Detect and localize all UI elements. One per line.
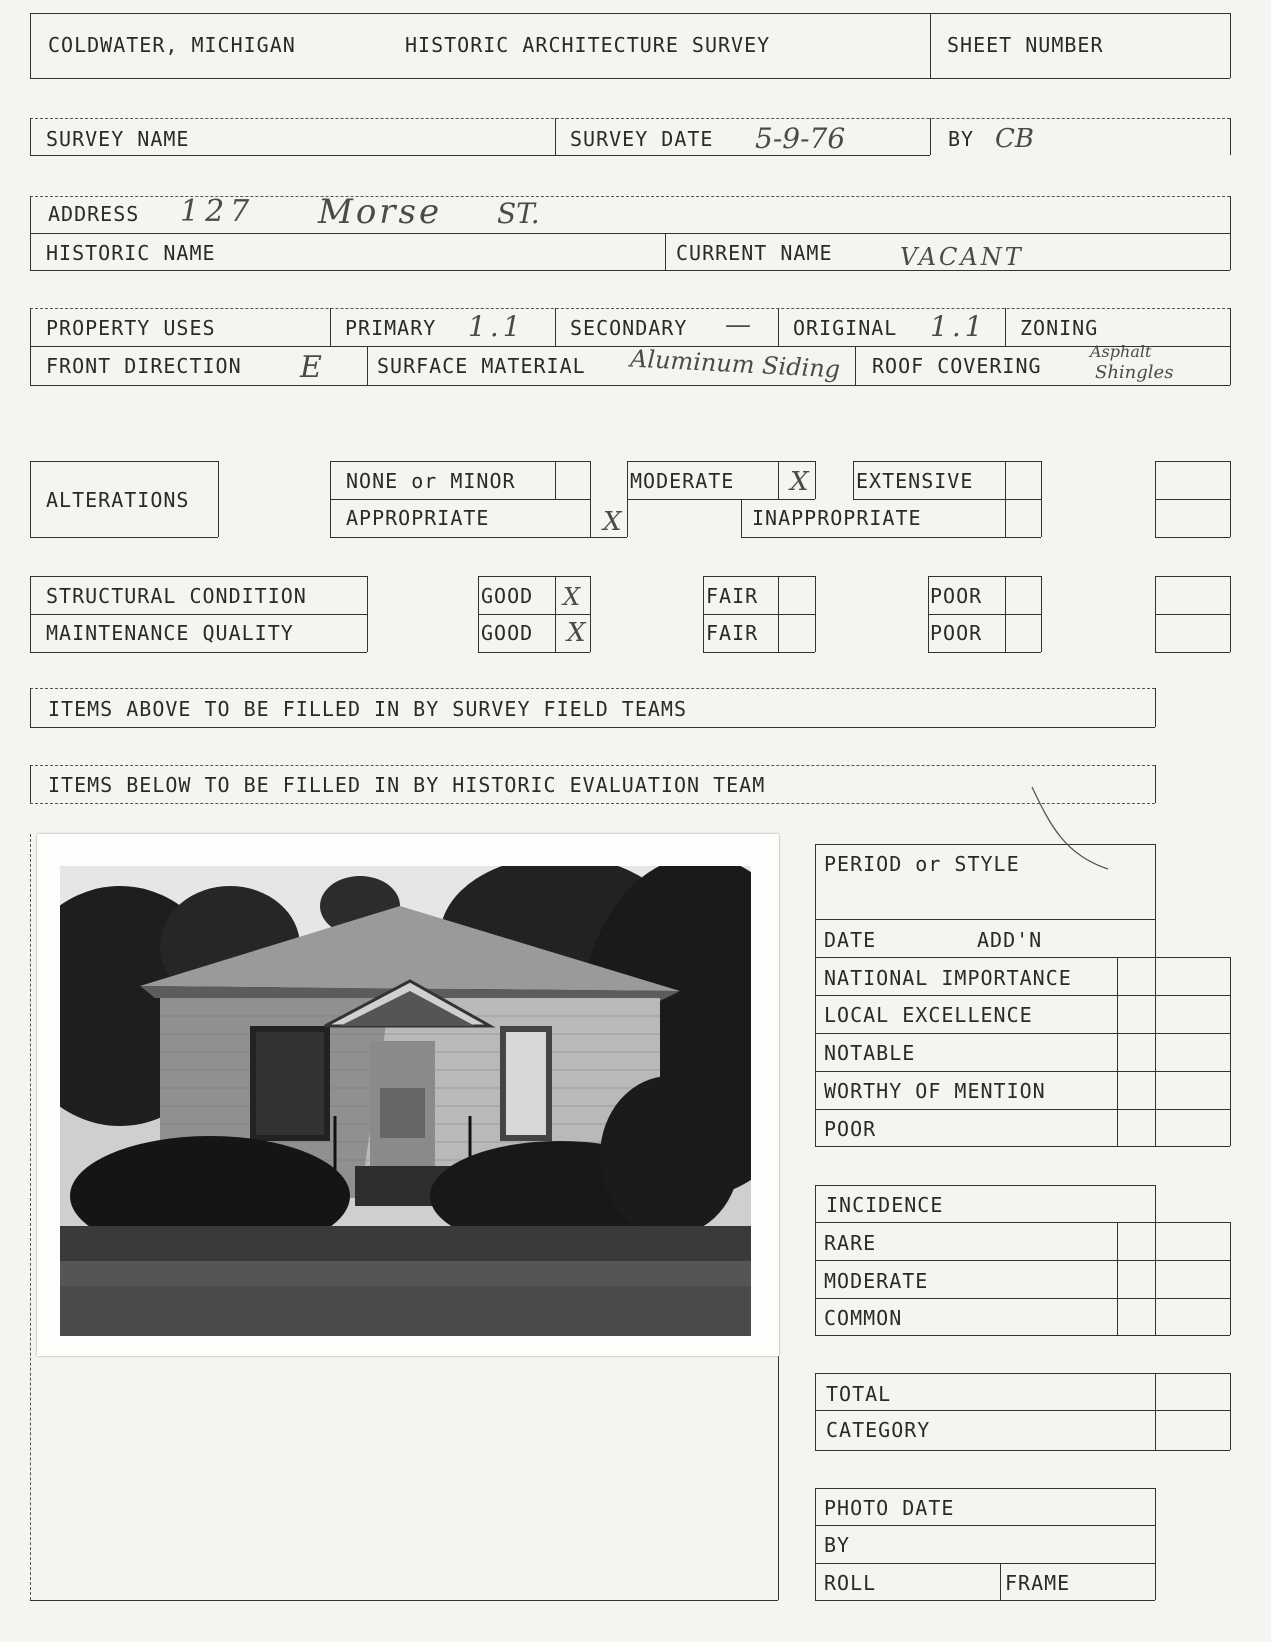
primary-label: PRIMARY: [345, 316, 437, 340]
roof-covering-label: ROOF COVERING: [872, 354, 1042, 378]
structural-good: GOOD: [481, 584, 534, 608]
maintenance-poor: POOR: [930, 621, 983, 645]
incidence-moderate-label: MODERATE: [824, 1269, 929, 1293]
address-street: Morse: [318, 192, 443, 232]
structural-condition-label: STRUCTURAL CONDITION: [46, 584, 307, 608]
alt-moderate: MODERATE: [630, 469, 735, 493]
property-uses-label: PROPERTY USES: [46, 316, 216, 340]
evaluation-poor-label: POOR: [824, 1117, 877, 1141]
note-above: ITEMS ABOVE TO BE FILLED IN BY SURVEY FIELD TEAMS: [48, 697, 688, 721]
front-direction-label: FRONT DIRECTION: [46, 354, 242, 378]
date-label: DATE: [824, 928, 877, 952]
form-title: HISTORIC ARCHITECTURE SURVEY: [405, 33, 771, 57]
structural-fair: FAIR: [706, 584, 759, 608]
city-label: COLDWATER, MICHIGAN: [48, 33, 296, 57]
common-label: COMMON: [824, 1306, 903, 1330]
national-importance-label: NATIONAL IMPORTANCE: [824, 966, 1072, 990]
maintenance-quality-label: MAINTENANCE QUALITY: [46, 621, 294, 645]
structural-good-mark: X: [563, 583, 581, 611]
original-value: 1.1: [930, 310, 987, 343]
frame-label: FRAME: [1005, 1571, 1071, 1595]
survey-name-label: SURVEY NAME: [46, 127, 190, 151]
roof-covering-line1: Asphalt: [1090, 342, 1152, 361]
house-photograph: [60, 866, 751, 1336]
incidence-label: INCIDENCE: [826, 1193, 944, 1217]
zoning-label: ZONING: [1020, 316, 1099, 340]
maintenance-good: GOOD: [481, 621, 534, 645]
period-style-label: PERIOD or STYLE: [824, 852, 1020, 876]
surface-material-label: SURFACE MATERIAL: [377, 354, 586, 378]
roof-covering-line2: Shingles: [1095, 362, 1174, 383]
rare-label: RARE: [824, 1231, 877, 1255]
secondary-label: SECONDARY: [570, 316, 688, 340]
notable-label: NOTABLE: [824, 1041, 916, 1065]
photo-date-label: PHOTO DATE: [824, 1496, 955, 1520]
category-label: CATEGORY: [826, 1418, 931, 1442]
survey-date-label: SURVEY DATE: [570, 127, 714, 151]
roll-label: ROLL: [824, 1571, 877, 1595]
structural-poor: POOR: [930, 584, 983, 608]
maintenance-fair: FAIR: [706, 621, 759, 645]
address-suffix: ST.: [497, 197, 540, 230]
survey-date-value: 5-9-76: [755, 122, 846, 155]
sheet-number-label: SHEET NUMBER: [947, 33, 1104, 57]
alt-appropriate: APPROPRIATE: [346, 506, 490, 530]
alt-moderate-mark: X: [790, 467, 809, 497]
worthy-of-mention-label: WORTHY OF MENTION: [824, 1079, 1046, 1103]
historic-name-label: HISTORIC NAME: [46, 241, 216, 265]
address-label: ADDRESS: [48, 202, 140, 226]
maintenance-good-mark: X: [567, 618, 586, 648]
alt-inappropriate: INAPPROPRIATE: [752, 506, 922, 530]
front-direction-value: E: [300, 350, 322, 385]
alt-appropriate-mark: X: [603, 507, 622, 537]
original-label: ORIGINAL: [793, 316, 898, 340]
local-excellence-label: LOCAL EXCELLENCE: [824, 1003, 1033, 1027]
primary-value: 1.1: [468, 310, 525, 343]
current-name-label: CURRENT NAME: [676, 241, 833, 265]
survey-by-value: CB: [995, 124, 1034, 154]
current-name-value: VACANT: [900, 243, 1024, 271]
alt-none-minor: NONE or MINOR: [346, 469, 516, 493]
surface-material-value: Aluminum Siding: [629, 344, 841, 384]
photo-by-label: BY: [824, 1533, 851, 1557]
secondary-value: —: [725, 310, 751, 340]
alterations-label: ALTERATIONS: [46, 488, 190, 512]
note-below: ITEMS BELOW TO BE FILLED IN BY HISTORIC EVALUATION TEAM: [48, 773, 766, 797]
alt-extensive: EXTENSIVE: [856, 469, 974, 493]
survey-by-label: BY: [948, 127, 975, 151]
total-label: TOTAL: [826, 1382, 892, 1406]
pen-stroke: [1030, 785, 1110, 870]
address-number: 127: [180, 194, 256, 229]
addn-label: ADD'N: [977, 928, 1043, 952]
